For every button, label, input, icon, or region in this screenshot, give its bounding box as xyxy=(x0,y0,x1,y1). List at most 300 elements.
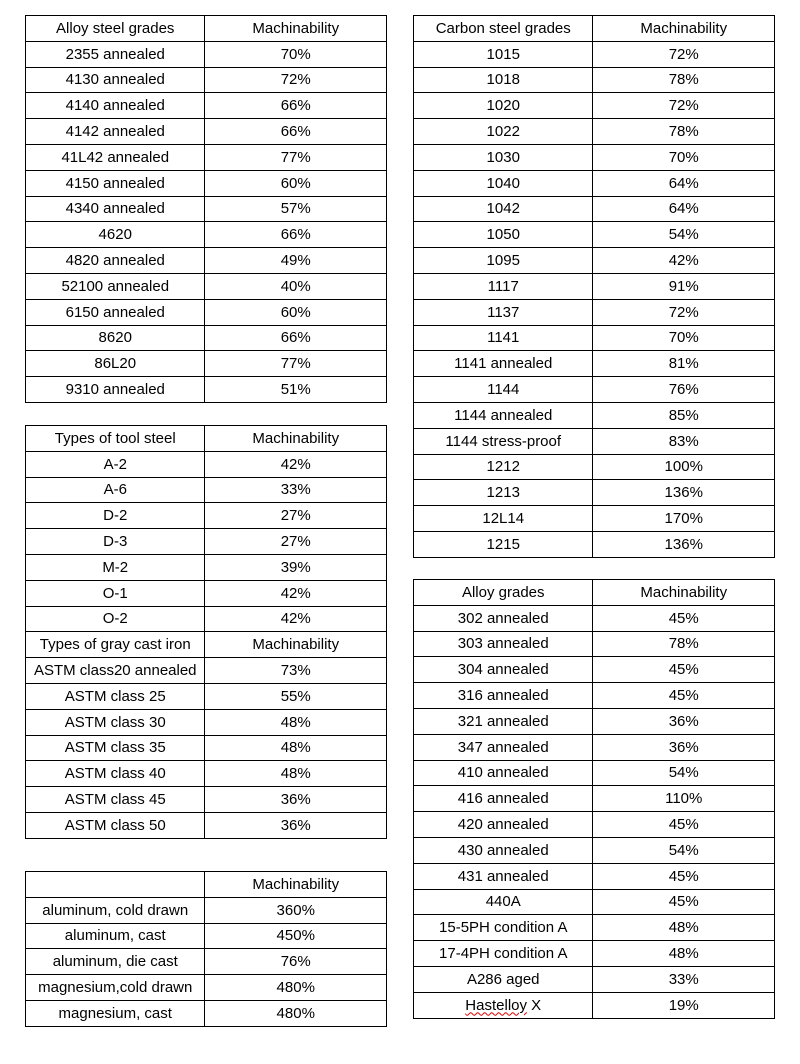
material-cell xyxy=(414,377,593,403)
cell-text: 170% xyxy=(664,510,703,528)
table-header-row xyxy=(26,632,387,658)
table-row xyxy=(414,889,775,915)
cell-text: 45% xyxy=(668,867,699,885)
machinability-cell xyxy=(593,863,775,889)
cell-text: 1050 xyxy=(486,226,520,244)
material-cell xyxy=(26,222,205,248)
machinability-cell xyxy=(205,451,387,477)
table-row xyxy=(414,351,775,377)
cell-text: 4620 xyxy=(98,226,132,244)
aluminum-magnesium-table xyxy=(25,871,387,1027)
machinability-cell xyxy=(205,683,387,709)
cell-text: 77% xyxy=(280,355,311,373)
cell-text: ASTM class 30 xyxy=(64,713,166,731)
machinability-cell xyxy=(205,975,387,1001)
table-row xyxy=(26,477,387,503)
table-row xyxy=(26,949,387,975)
material-cell xyxy=(414,170,593,196)
cell-text: 72% xyxy=(668,97,699,115)
cell-text: 480% xyxy=(276,1004,315,1022)
table-row xyxy=(26,975,387,1001)
cell-text: 27% xyxy=(280,533,311,551)
machinability-cell xyxy=(593,657,775,683)
material-cell xyxy=(414,657,593,683)
cell-text: 19% xyxy=(668,996,699,1014)
table-row xyxy=(26,377,387,403)
machinability-cell xyxy=(205,144,387,170)
machinability-cell xyxy=(593,325,775,351)
cell-text: 48% xyxy=(668,945,699,963)
cell-text: 85% xyxy=(668,406,699,424)
cell-text: A-6 xyxy=(103,481,127,499)
cell-text: 1215 xyxy=(486,535,520,553)
cell-text: 78% xyxy=(668,71,699,89)
cell-text: 45% xyxy=(668,816,699,834)
machinability-cell xyxy=(593,708,775,734)
table-row xyxy=(414,531,775,557)
material-cell xyxy=(414,966,593,992)
table-row xyxy=(26,273,387,299)
cell-text: 1141 annealed xyxy=(454,355,553,373)
cell-text: 72% xyxy=(280,71,311,89)
table-row xyxy=(26,67,387,93)
table-row xyxy=(414,41,775,67)
cell-text: 83% xyxy=(668,432,699,450)
cell-text: 42% xyxy=(668,252,699,270)
material-cell xyxy=(26,975,205,1001)
table-row xyxy=(414,377,775,403)
cell-text: 4820 annealed xyxy=(65,252,165,270)
material-cell xyxy=(26,273,205,299)
machinability-cell xyxy=(593,67,775,93)
table-row xyxy=(26,658,387,684)
machinability-cell xyxy=(593,915,775,941)
cell-text: 1020 xyxy=(486,97,520,115)
machinability-cell xyxy=(593,196,775,222)
machinability-cell xyxy=(593,531,775,557)
material-cell xyxy=(414,428,593,454)
cell-text: ASTM class 35 xyxy=(64,739,166,757)
table-row xyxy=(414,402,775,428)
cell-text: Hastelloy X xyxy=(465,996,542,1014)
material-cell xyxy=(26,377,205,403)
cell-text: 136% xyxy=(664,535,703,553)
machinability-cell xyxy=(593,760,775,786)
machinability-cell xyxy=(593,734,775,760)
cell-text: 1030 xyxy=(486,148,520,166)
material-cell xyxy=(26,477,205,503)
machinability-cell xyxy=(205,248,387,274)
cell-text: 12L14 xyxy=(482,510,525,528)
cell-text: 36% xyxy=(280,791,311,809)
cell-text: 64% xyxy=(668,174,699,192)
table-header-row xyxy=(26,426,387,452)
machinability-cell xyxy=(205,196,387,222)
machinability-cell xyxy=(205,477,387,503)
cell-text: 48% xyxy=(668,919,699,937)
table-row xyxy=(414,248,775,274)
cell-text: 70% xyxy=(668,148,699,166)
cell-text: 66% xyxy=(280,123,311,141)
table-row xyxy=(414,605,775,631)
machinability-cell xyxy=(593,299,775,325)
machinability-cell xyxy=(593,605,775,631)
cell-text: 321 annealed xyxy=(457,712,549,730)
material-cell xyxy=(26,949,205,975)
cell-text: 70% xyxy=(668,329,699,347)
cell-text: 54% xyxy=(668,841,699,859)
cell-text: 48% xyxy=(280,739,311,757)
column-header-material xyxy=(26,16,205,42)
machinability-cell xyxy=(205,923,387,949)
cell-text: 416 annealed xyxy=(457,790,549,808)
column-header-machinability xyxy=(205,872,387,898)
cell-text: 1213 xyxy=(486,484,520,502)
cell-text: 81% xyxy=(668,355,699,373)
cell-text: 1144 annealed xyxy=(454,406,553,424)
cell-text: 4130 annealed xyxy=(65,71,165,89)
table-row xyxy=(414,196,775,222)
material-cell xyxy=(26,529,205,555)
machinability-cell xyxy=(593,402,775,428)
machinability-cell xyxy=(593,506,775,532)
table-row xyxy=(26,787,387,813)
spellcheck-underline: Hastelloy xyxy=(465,996,527,1014)
cell-text: M-2 xyxy=(102,558,129,576)
machinability-cell xyxy=(593,683,775,709)
material-cell xyxy=(26,554,205,580)
cell-text: 33% xyxy=(668,970,699,988)
table-row xyxy=(26,93,387,119)
material-cell xyxy=(414,863,593,889)
cell-text: 1040 xyxy=(486,174,520,192)
cell-text: 302 annealed xyxy=(457,609,549,627)
cell-text: 60% xyxy=(280,303,311,321)
material-cell xyxy=(414,992,593,1018)
machinability-cell xyxy=(593,941,775,967)
table-row xyxy=(26,683,387,709)
table-row xyxy=(26,451,387,477)
cell-text: O-1 xyxy=(102,584,128,602)
cell-text: 420 annealed xyxy=(457,816,549,834)
machinability-cell xyxy=(205,554,387,580)
table-row xyxy=(414,657,775,683)
machinability-cell xyxy=(205,299,387,325)
cell-text: 45% xyxy=(668,609,699,627)
material-cell xyxy=(26,709,205,735)
material-cell xyxy=(414,734,593,760)
machinability-cell xyxy=(205,761,387,787)
cell-text: 316 annealed xyxy=(457,687,549,705)
machinability-cell xyxy=(205,812,387,838)
material-cell xyxy=(414,67,593,93)
cell-text: 45% xyxy=(668,661,699,679)
table-row xyxy=(414,631,775,657)
table-row xyxy=(414,506,775,532)
cell-text: 1141 xyxy=(487,329,520,347)
carbon-steel-table xyxy=(413,15,775,558)
cell-text: 54% xyxy=(668,764,699,782)
cell-text: 66% xyxy=(280,97,311,115)
machinability-cell xyxy=(593,889,775,915)
cell-text: aluminum, die cast xyxy=(52,953,178,971)
cell-text: 4142 annealed xyxy=(65,123,165,141)
cell-text: 1018 xyxy=(486,71,520,89)
table-row xyxy=(414,428,775,454)
cell-text: ASTM class20 annealed xyxy=(33,662,197,680)
material-cell xyxy=(26,325,205,351)
cell-text: 39% xyxy=(280,558,311,576)
cell-text: 45% xyxy=(668,687,699,705)
machinability-cell xyxy=(593,222,775,248)
header-text: Machinability xyxy=(252,19,340,37)
column-header-machinability xyxy=(205,426,387,452)
material-cell xyxy=(414,325,593,351)
table-row xyxy=(414,67,775,93)
cell-text: 42% xyxy=(280,584,311,602)
cell-text: 40% xyxy=(280,277,311,295)
machinability-cell xyxy=(593,786,775,812)
material-cell xyxy=(26,761,205,787)
table-row xyxy=(26,170,387,196)
table-row xyxy=(26,119,387,145)
machinability-cell xyxy=(593,170,775,196)
cell-text: 86L20 xyxy=(94,355,137,373)
table-row xyxy=(26,41,387,67)
column-header-material xyxy=(26,872,205,898)
machinability-cell xyxy=(205,658,387,684)
cell-text: 1015 xyxy=(486,45,520,63)
material-cell xyxy=(26,812,205,838)
column-header-material xyxy=(414,16,593,42)
machinability-cell xyxy=(205,606,387,632)
material-cell xyxy=(414,480,593,506)
table-row xyxy=(414,222,775,248)
cell-text: 1212 xyxy=(486,458,520,476)
header-text: Machinability xyxy=(640,19,728,37)
cell-text: aluminum, cast xyxy=(64,927,166,945)
table-row xyxy=(26,606,387,632)
machinability-cell xyxy=(205,351,387,377)
machinability-cell xyxy=(205,222,387,248)
cell-text: 45% xyxy=(668,893,699,911)
table-row xyxy=(26,709,387,735)
cell-text: 304 annealed xyxy=(457,661,549,679)
table-row xyxy=(414,992,775,1018)
material-cell xyxy=(26,93,205,119)
machinability-cell xyxy=(205,67,387,93)
table-row xyxy=(26,503,387,529)
table-row xyxy=(26,299,387,325)
machinability-cell xyxy=(205,93,387,119)
table-header-row xyxy=(26,16,387,42)
table-row xyxy=(414,325,775,351)
table-row xyxy=(414,941,775,967)
cell-text: 49% xyxy=(280,252,311,270)
cell-text: 440A xyxy=(485,893,521,911)
material-cell xyxy=(26,248,205,274)
cell-text: 41L42 annealed xyxy=(61,148,170,166)
header-text: Machinability xyxy=(640,583,728,601)
material-cell xyxy=(26,658,205,684)
tool-steel-and-gray-cast-iron-table xyxy=(25,425,387,839)
material-cell xyxy=(414,941,593,967)
cell-text: 360% xyxy=(276,901,315,919)
cell-text: D-2 xyxy=(103,507,128,525)
cell-text: 9310 annealed xyxy=(65,381,165,399)
cell-text: 136% xyxy=(664,484,703,502)
cell-text: 72% xyxy=(668,45,699,63)
material-cell xyxy=(414,93,593,119)
material-cell xyxy=(414,631,593,657)
material-cell xyxy=(26,1000,205,1026)
cell-text: 42% xyxy=(280,610,311,628)
cell-text: 450% xyxy=(276,927,315,945)
table-row xyxy=(414,480,775,506)
cell-text: 15-5PH condition A xyxy=(439,919,568,937)
material-cell xyxy=(26,503,205,529)
column-header-machinability xyxy=(593,16,775,42)
cell-text: 1137 xyxy=(487,303,520,321)
material-cell xyxy=(26,735,205,761)
header-text: Alloy grades xyxy=(461,583,545,601)
machinability-cell xyxy=(205,897,387,923)
machinability-cell xyxy=(205,735,387,761)
material-cell xyxy=(414,248,593,274)
cell-text: 303 annealed xyxy=(457,635,549,653)
cell-text: 1095 xyxy=(486,252,520,270)
table-row xyxy=(26,529,387,555)
material-cell xyxy=(414,812,593,838)
table-row xyxy=(26,1000,387,1026)
cell-text: 70% xyxy=(280,45,311,63)
column-header-machinability xyxy=(593,580,775,606)
header-text: Carbon steel grades xyxy=(435,19,571,37)
cell-text: 1117 xyxy=(487,277,519,295)
header-text: Types of gray cast iron xyxy=(39,636,191,654)
cell-text: magnesium,cold drawn xyxy=(38,979,193,997)
cell-text: 480% xyxy=(276,979,315,997)
cell-text: 36% xyxy=(668,738,699,756)
machinability-cell xyxy=(205,325,387,351)
cell-text: A-2 xyxy=(103,455,127,473)
machinability-cell xyxy=(593,428,775,454)
cell-text: 91% xyxy=(668,277,699,295)
cell-text: 57% xyxy=(280,200,311,218)
material-cell xyxy=(414,708,593,734)
cell-text: 48% xyxy=(280,713,311,731)
cell-text: 430 annealed xyxy=(457,841,549,859)
table-row xyxy=(414,966,775,992)
material-cell xyxy=(26,299,205,325)
cell-text: O-2 xyxy=(102,610,128,628)
cell-text: 100% xyxy=(664,458,703,476)
material-cell xyxy=(414,889,593,915)
cell-text: 1144 xyxy=(487,381,520,399)
material-cell xyxy=(414,605,593,631)
material-cell xyxy=(26,119,205,145)
cell-text: 17-4PH condition A xyxy=(439,945,568,963)
table-header-row xyxy=(26,872,387,898)
material-cell xyxy=(414,506,593,532)
cell-text: 1022 xyxy=(486,123,520,141)
machinability-cell xyxy=(205,170,387,196)
header-text: Machinability xyxy=(252,429,340,447)
header-text: Types of tool steel xyxy=(54,429,176,447)
machinability-cell xyxy=(205,377,387,403)
machinability-cell xyxy=(593,812,775,838)
table-row xyxy=(26,923,387,949)
header-text: Alloy steel grades xyxy=(56,19,175,37)
cell-text: 78% xyxy=(668,123,699,141)
material-cell xyxy=(26,351,205,377)
table-row xyxy=(26,554,387,580)
material-cell xyxy=(414,454,593,480)
machinability-cell xyxy=(205,709,387,735)
column-header-material xyxy=(26,426,205,452)
material-cell xyxy=(414,760,593,786)
cell-text: 76% xyxy=(280,953,311,971)
table-row xyxy=(26,761,387,787)
material-cell xyxy=(414,402,593,428)
table-row xyxy=(414,683,775,709)
cell-text: 431 annealed xyxy=(457,867,549,885)
machinability-cell xyxy=(593,837,775,863)
machinability-cell xyxy=(593,631,775,657)
machinability-cell xyxy=(593,454,775,480)
table-row xyxy=(26,897,387,923)
cell-text: D-3 xyxy=(103,533,128,551)
table-row xyxy=(414,734,775,760)
material-cell xyxy=(414,299,593,325)
machinability-cell xyxy=(205,41,387,67)
machinability-cell xyxy=(205,503,387,529)
cell-text: 72% xyxy=(668,303,699,321)
cell-text: 36% xyxy=(668,712,699,730)
column-header-material xyxy=(414,580,593,606)
cell-text: 6150 annealed xyxy=(65,303,165,321)
material-cell xyxy=(414,837,593,863)
table-row xyxy=(26,351,387,377)
table-row xyxy=(26,812,387,838)
table-row xyxy=(26,144,387,170)
cell-text: 73% xyxy=(280,662,311,680)
material-cell xyxy=(26,897,205,923)
machinability-cell xyxy=(593,480,775,506)
table-row xyxy=(26,248,387,274)
table-row xyxy=(414,170,775,196)
table-row xyxy=(414,863,775,889)
table-row xyxy=(26,325,387,351)
cell-text: 54% xyxy=(668,226,699,244)
cell-text: aluminum, cold drawn xyxy=(42,901,189,919)
machinability-cell xyxy=(205,119,387,145)
machinability-cell xyxy=(593,273,775,299)
material-cell xyxy=(414,222,593,248)
column-header-machinability xyxy=(205,16,387,42)
cell-text: 4340 annealed xyxy=(65,200,165,218)
material-cell xyxy=(414,531,593,557)
cell-text: 42% xyxy=(280,455,311,473)
machinability-cell xyxy=(593,93,775,119)
material-cell xyxy=(414,683,593,709)
machinability-cell xyxy=(205,787,387,813)
cell-text: 110% xyxy=(665,790,703,808)
table-row xyxy=(26,735,387,761)
cell-text: 27% xyxy=(280,507,311,525)
machinability-cell xyxy=(205,580,387,606)
table-header-row xyxy=(414,580,775,606)
